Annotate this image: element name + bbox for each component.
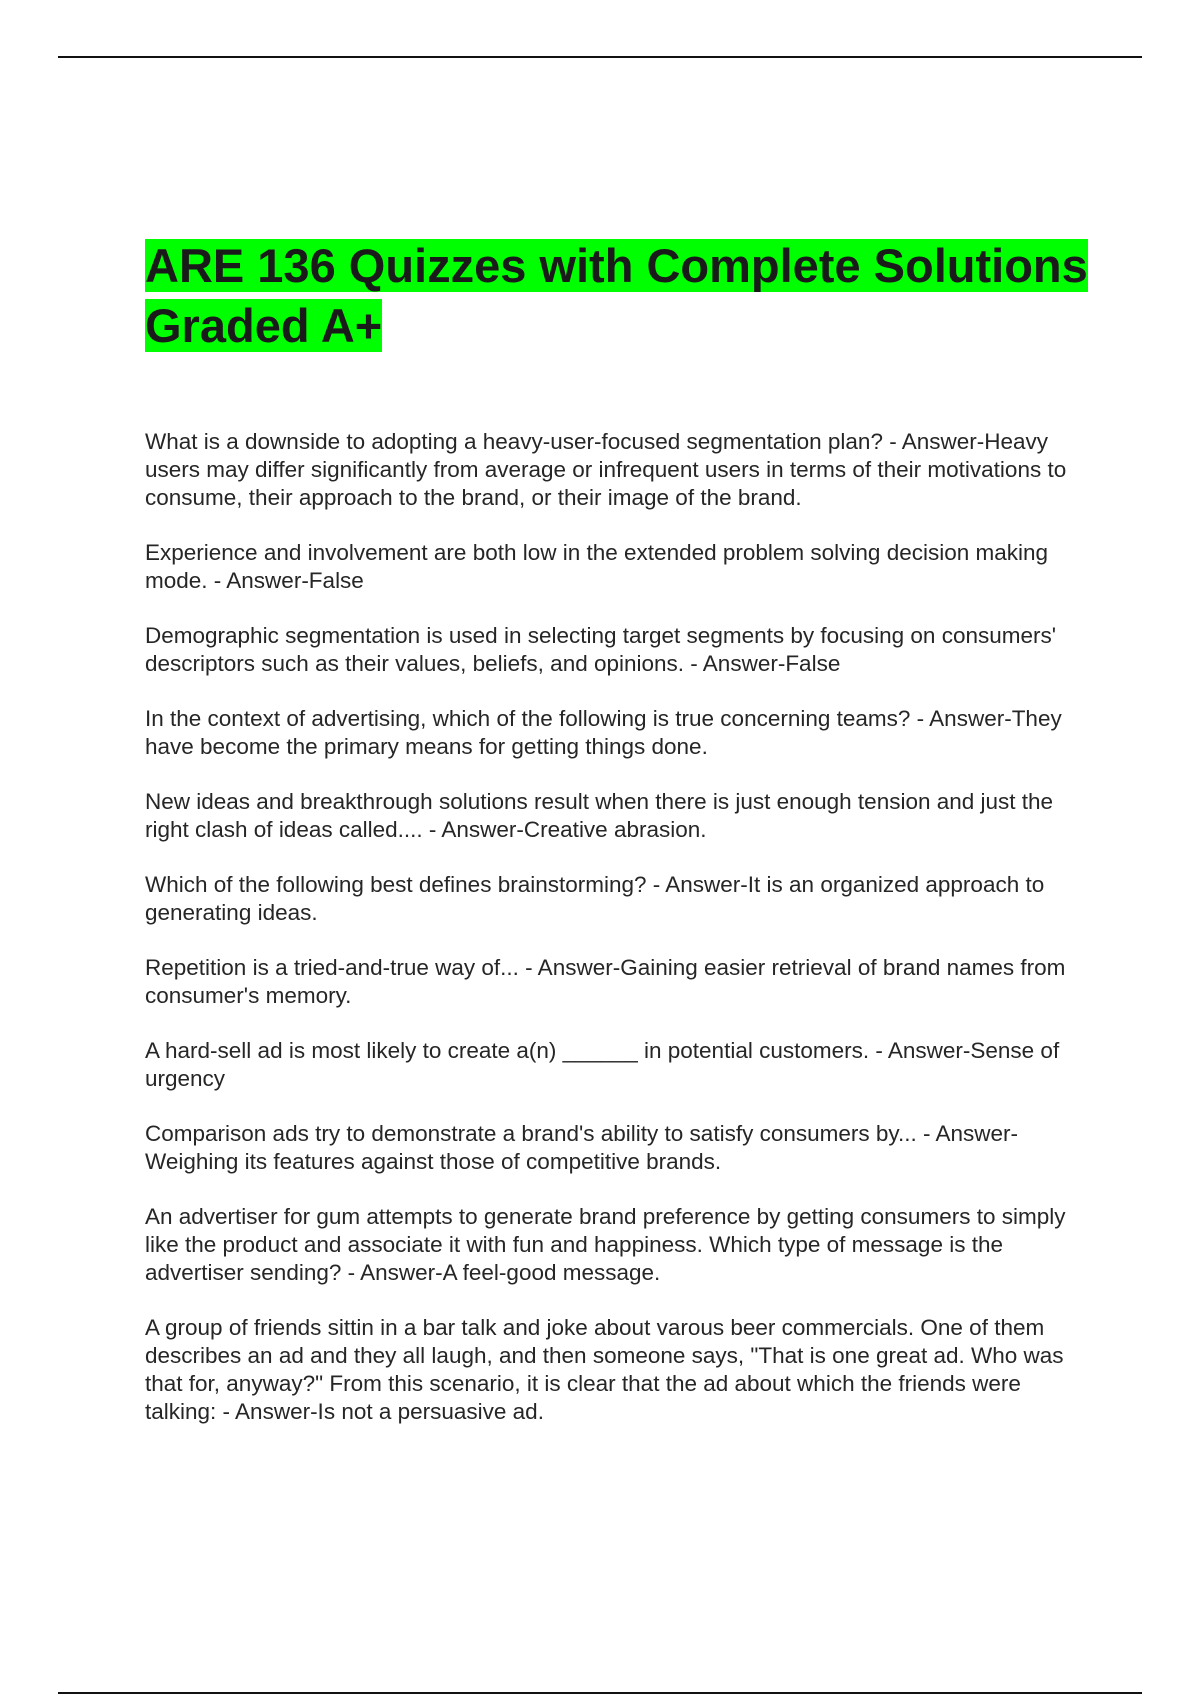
qa-item-11: A group of friends sittin in a bar talk and joke about varous beer commercials. One of them describes an ad and they all laugh, and then someone says, "That is one great ad. Who was that for, anyway?" From this scenario, it is clear that the ad about which the friends were talking: - Answer-Is not a persuasive ad. [145,1315,1064,1424]
qa-item-5: New ideas and breakthrough solutions result when there is just enough tension and just the right clash of ideas called.... - Answer-Creative abrasion. [145,789,1054,842]
document-body [145,236,1095,1453]
qa-item-7: Repetition is a tried-and-true way of... - Answer-Gaining easier retrieval of brand names from consumer's memory. [145,955,1066,1008]
qa-item-3: Demographic segmentation is used in selecting target segments by focusing on consumers' descriptors such as their values, beliefs, and opinions. - Answer-False [145,623,1057,676]
header-rule [58,56,1142,58]
document-title [145,236,1095,356]
qa-item-1: What is a downside to adopting a heavy-user-focused segmentation plan? - Answer-Heavy users may differ significantly from average or infrequent users in terms of their motivations to consume, their approach to the brand, or their image of the brand. [145,429,1067,510]
qa-list [145,428,1095,1426]
qa-item-2: Experience and involvement are both low in the extended problem solving decision making mode. - Answer-False [145,540,1049,593]
qa-item-8: A hard-sell ad is most likely to create a(n) ______ in potential customers. - Answer-Sense of urgency [145,1038,1060,1091]
footer-rule [58,1692,1142,1694]
qa-item-10: An advertiser for gum attempts to generate brand preference by getting consumers to simply like the product and associate it with fun and happiness. Which type of message is the advertiser sending? - Answer-A feel-good message. [145,1204,1066,1285]
title-highlight: ARE 136 Quizzes with Complete Solutions Graded A+ [145,239,1088,352]
qa-item-9: Comparison ads try to demonstrate a brand's ability to satisfy consumers by... - Answer-Weighing its features against those of competitive brands. [145,1121,1018,1174]
qa-item-6: Which of the following best defines brainstorming? - Answer-It is an organized approach to generating ideas. [145,872,1045,925]
qa-item-4: In the context of advertising, which of the following is true concerning teams? - Answer-They have become the primary means for getting things done. [145,706,1062,759]
